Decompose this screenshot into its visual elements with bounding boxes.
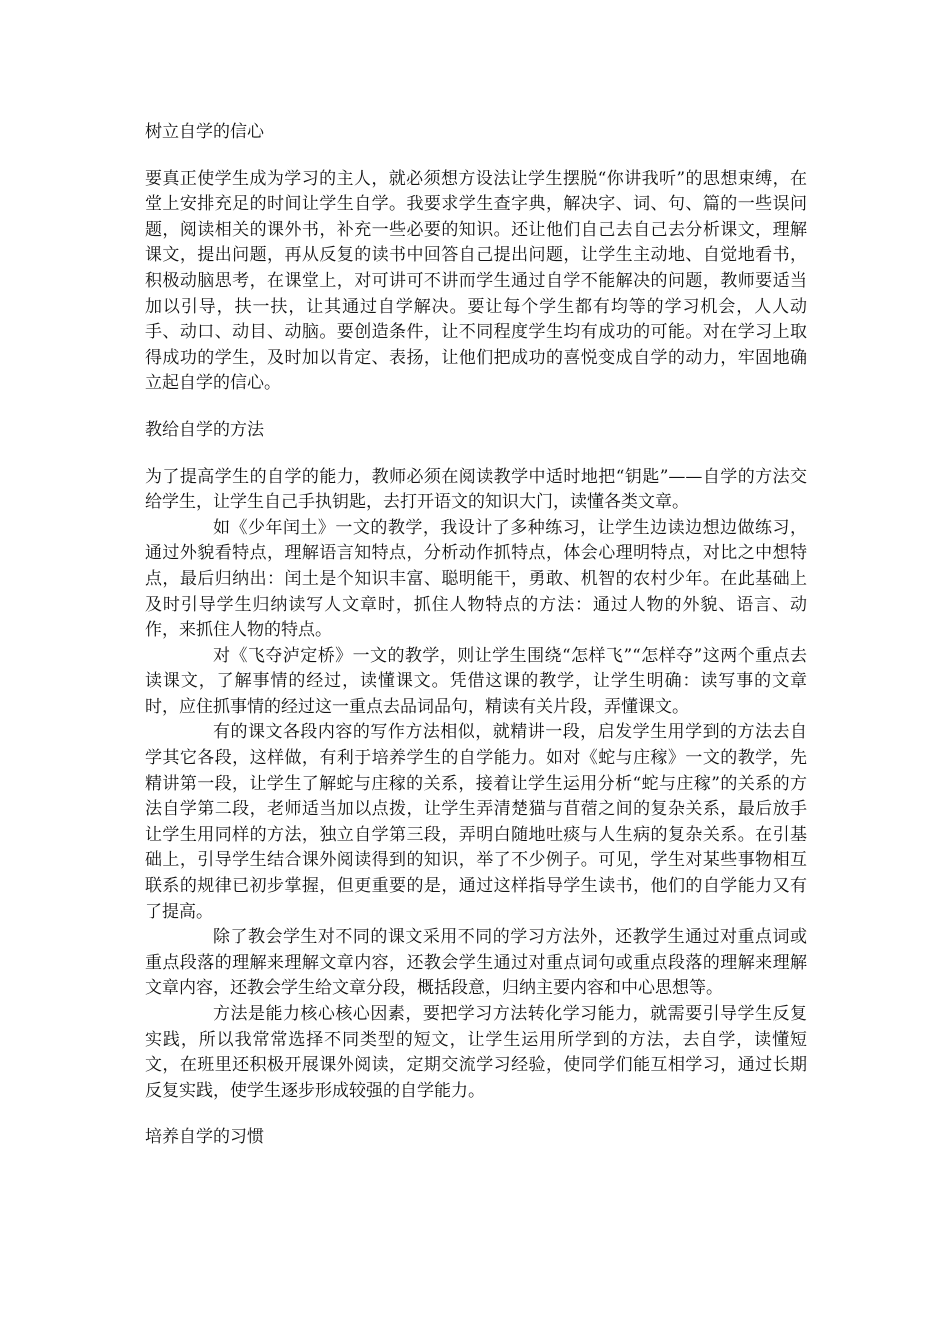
paragraph-methods-example-2: 对《飞夺泸定桥》一文的教学，则让学生围绕“怎样飞”“怎样夺”这两个重点去读课文，了解事情的经过，读懂课文。凭借这课的教学，让学生明确：读写事的文章时，应住抓事情的经过这一重点去品词品句，精读有关片段，弄懂课文。 [145,645,807,717]
paragraph-methods-example-1: 如《少年闰土》一文的教学，我设计了多种练习，让学生边读边想边做练习，通过外貌看特点，理解语言知特点，分析动作抓特点，体会心理明特点，对比之中想特点，最后归纳出：闰土是个知识丰富、聪明能干，勇敢、机智的农村少年。在此基础上及时引导学生归纳读写人文章时，抓住人物特点的方法：通过人物的外貌、语言、动作，来抓住人物的特点。 [145,517,807,641]
document-page [145,120,807,1151]
section-heading-methods: 教给自学的方法 [145,419,264,440]
paragraph-methods-example-3: 有的课文各段内容的写作方法相似，就精讲一段，启发学生用学到的方法去自学其它各段，这样做，有利于培养学生的自学能力。如对《蛇与庄稼》一文的教学，先精讲第一段，让学生了解蛇与庄稼的关系，接着让学生运用分析“蛇与庄稼”的关系的方法自学第二段，老师适当加以点拨，让学生弄清楚猫与苜蓿之间的复杂关系，最后放手让学生用同样的方法，独立自学第三段，弄明白随地吐痰与人生病的复杂关系。在引基础上，引导学生结合课外阅读得到的知识，举了不少例子。可见，学生对某些事物相互联系的规律已初步掌握，但更重要的是，通过这样指导学生读书，他们的自学能力又有了提高。 [145,722,807,922]
section-heading-habits: 培养自学的习惯 [145,1127,264,1148]
paragraph-confidence: 要真正使学生成为学习的主人，就必须想方设法让学生摆脱“你讲我听”的思想束缚，在堂上安排充足的时间让学生自学。我要求学生查字典，解决字、词、句、篇的一些误问题，阅读相关的课外书，补充一些必要的知识。还让他们自己去自己去分析课文，理解课文，提出问题，再从反复的读书中回答自己提出问题，让学生主动地、自觉地看书，积极动脑思考，在课堂上，对可讲可不讲而学生通过自学不能解决的问题，教师要适当加以引导，扶一扶，让其通过自学解决。要让每个学生都有均等的学习机会，人人动手、动口、动目、动脑。要创造条件，让不同程度学生均有成功的可能。对在学习上取得成功的学生，及时加以肯定、表扬，让他们把成功的喜悦变成自学的动力，牢固地确立起自学的信心。 [145,168,807,394]
paragraph-methods-intro: 为了提高学生的自学的能力，教师必须在阅读教学中适时地把“钥匙”——自学的方法交给学生，让学生自己手执钥匙，去打开语文的知识大门，读懂各类文章。 [145,466,807,513]
section-heading-confidence: 树立自学的信心 [145,122,264,142]
paragraph-methods-example-5: 方法是能力核心核心因素，要把学习方法转化学习能力，就需要引导学生反复实践，所以我常常选择不同类型的短文，让学生运用所学到的方法，去自学，读懂短文，在班里还积极开展课外阅读，定期交流学习经验，使同学们能互相学习，通过长期反复实践，使学生逐步形成较强的自学能力。 [145,1004,807,1101]
paragraph-methods-example-4: 除了教会学生对不同的课文采用不同的学习方法外，还教学生通过对重点词或重点段落的理解来理解文章内容，还教会学生通过对重点词句或重点段落的理解来理解文章内容，还教会学生给文章分段，概括段意，归纳主要内容和中心思想等。 [145,927,807,999]
